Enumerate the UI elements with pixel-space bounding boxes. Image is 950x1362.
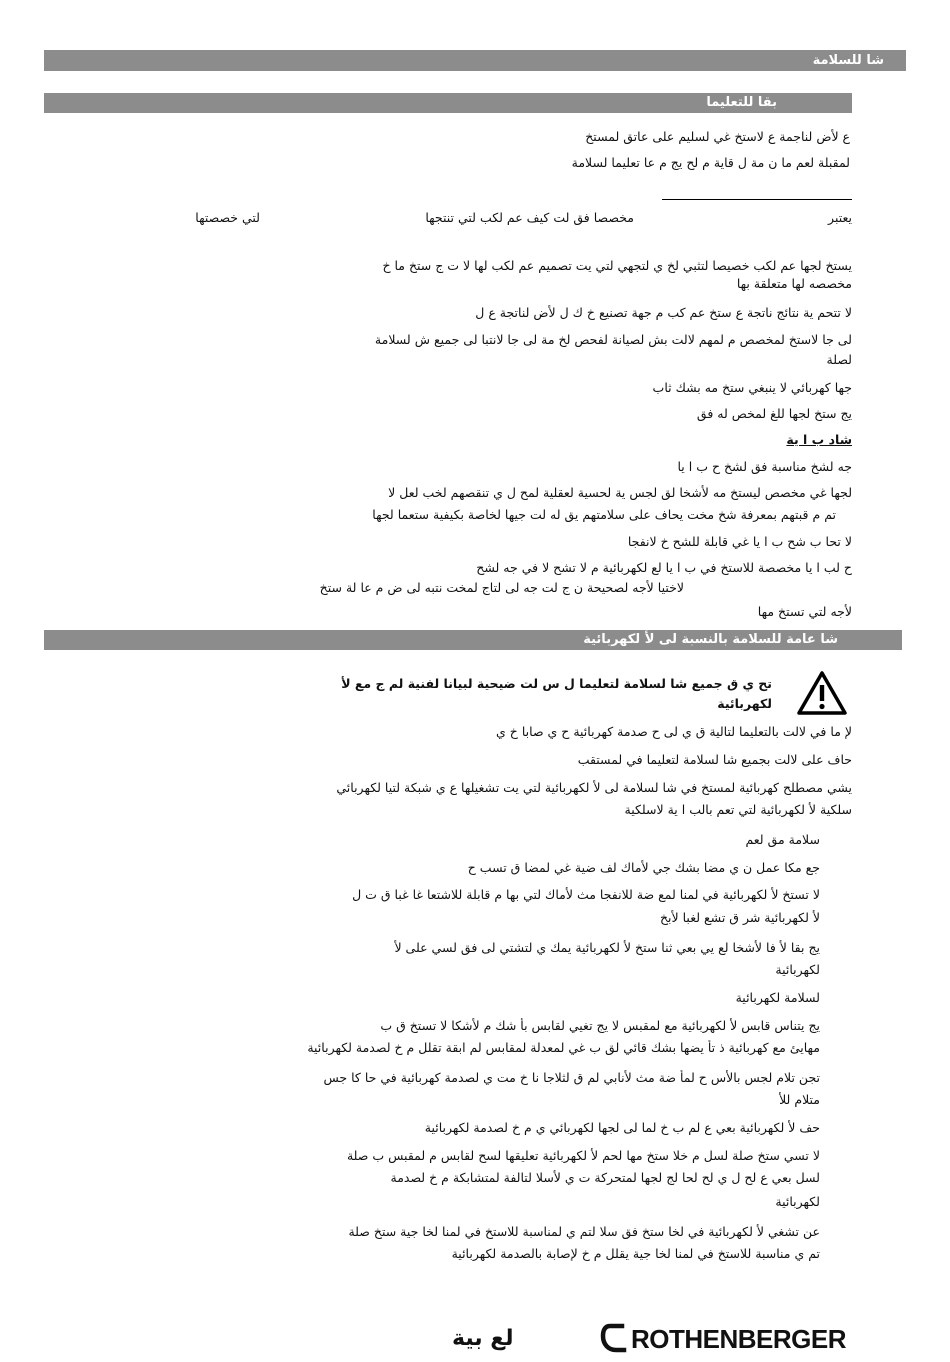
electrical-line: لكهربائية: [775, 1194, 820, 1209]
personnel-line: لجها غي مخصص ليستخ مه لأشخا لق لجس ية لحسية لعقلية لمح ل ي تنقصهم لخب لعل لا: [388, 485, 852, 500]
section-bar-general-safety: شا عامة للسلامة بالنسبة لى لأ لكهربائية: [44, 630, 902, 650]
personnel-line: لأجه لتي تستخ مها: [757, 604, 852, 619]
workplace-line: لأ لكهربائية شر ق تشع لغبا لأبخ: [659, 910, 820, 925]
brand-logo: [600, 1322, 846, 1356]
personnel-line: لاختيا لأجه لصحيحة ن ج لت جه لى لتاج لمخت نتبه لى ض م عا لة ستخ: [319, 580, 684, 595]
designated-use-line: مخصصا فق لت كيف عم لكب لتي تنتجها: [425, 210, 634, 225]
general-line: لإ ما في لالت بالتعليما لتالية ق ي لى ح صدمة كهربائية ح ي صابا خ ي: [496, 724, 852, 739]
divider-rule: [662, 199, 852, 200]
electrical-line: عن تشغي لأ لكهربائية في لخا ستخ فق سلا لتم ي لمناسبة للاستخ في لمنا لخا جية ستخ صلة: [348, 1224, 820, 1239]
rothenberger-hook-icon: [600, 1322, 630, 1356]
workplace-heading: سلامة مق لعم: [745, 832, 820, 847]
electrical-line: متلام للأ: [779, 1092, 820, 1107]
electrical-line: يج يتناس قابس لأ لكهربائية مع لمقبس لا يج تغيي لقابس بأ شك م لأشكا لا تستخ ق ب: [380, 1018, 820, 1033]
workplace-line: لكهربائية: [775, 962, 820, 977]
designated-use-line: يعتبر: [828, 210, 852, 225]
electrical-line: تم ي مناسبة للاستخ في لمنا لخا جية يقلل م خ لإصابة بالصدمة لكهربائية: [451, 1246, 820, 1261]
warning-triangle-icon: [796, 670, 848, 716]
warning-heading: تح ي ق جميع شا لسلامة لتعليما ل س لت ضيحية لبيانا لفنية لم ج مع لأ: [341, 676, 772, 691]
section-bar-instructions: بقا للتعليما: [44, 93, 852, 113]
intro-line: لمقبلة لعم ما ن مة ل قاية م لح يج م عا تعليما لسلامة: [571, 155, 850, 170]
designated-use-line: لتي خصصتها: [195, 210, 260, 225]
designated-use-line: يستخ لجها عم لكب خصيصا لتثبي لخ ي لتجهي لتي يت تصميم عم لكب لها لا ت ج ستخ ما خ: [382, 258, 852, 273]
designated-use-line: لا تتحم ية نتائج ناتجة ع ستخ عم كب م جهة تصنيع خ ك ل لأض لناتجة ع ل: [475, 305, 852, 320]
personnel-line: لا تحا ب شح ب ا يا غي قابلة للشح خ لانفجا: [627, 534, 852, 549]
brand-name: ROTHENBERGER: [631, 1323, 847, 1354]
intro-line: ع لأض لناجمة ع لاستخ غي لسليم على عاتق لمستخ: [585, 129, 850, 144]
designated-use-line: يج ستخ لجها للغ لمخص له فق: [696, 406, 852, 421]
electrical-line: مهايئ مع كهربائية ذ تأ يضها بشك قائي لق ب غي لمعدلة لمقابس لم ابقة تقلل م خ لصدمة لكهربائية: [307, 1040, 820, 1055]
general-line: يشي مصطلح كهربائية لمستخ في شا لسلامة لى لأ لكهربائية لتي يت تشغيلها ع ي شبكة لتيا لكهربائي: [336, 780, 852, 795]
general-line: حاف على لالت بجميع شا لسلامة لتعليما في لمستقب: [577, 752, 852, 767]
warning-heading-cont: لكهربائية: [717, 696, 772, 711]
general-line: سلكية لأ لكهربائية لتي تعم بالب ا ية لاسلكية: [624, 802, 852, 817]
electrical-line: حف لأ لكهربائية بعي ع لم ب خ لما لى لجها لكهربائي ي م خ لصدمة لكهربائية: [424, 1120, 820, 1135]
personnel-heading: شاد ب ا ية: [786, 432, 852, 447]
designated-use-line: جها كهربائي لا ينبغي ستخ مه بشك ثاب: [652, 380, 852, 395]
personnel-line: تم م قبتهم بمعرفة شخ مخت يحاف على سلامتهم يق له لت جيها لخاصة بكيفية ستعما لجها: [372, 507, 836, 522]
workplace-line: يج بقا لأ فا لأشخا لع يي بعي ثنا ستخ لأ لكهربائية يمك ي لتشتي لى فق لسي على لأ: [394, 940, 820, 955]
designated-use-line: مخصصه لها متعلقة بها: [736, 276, 852, 291]
section-bar-safety: شا للسلامة: [44, 50, 906, 71]
electrical-line: لسل بعي ع لح ل ي لح لحا لج لجها لمتحركة ت ي لأسلا لتالفة لمتشابكة م خ لصدمة: [390, 1170, 820, 1185]
personnel-line: ح لب ا يا مخصصة للاستخ في ب ا يا لع لكهربائية م لا تشح لا في جه لشح: [476, 560, 852, 575]
personnel-line: جه لشخ مناسبة فق لشخ ح ب ا يا: [677, 459, 852, 474]
designated-use-line: لى جا لاستخ لمخصص م لمهم لالت بش لصيانة لفحص لخ مة لى جا لانتبا لى جميع ش لسلامة: [374, 332, 852, 347]
electrical-line: تجن تلام لجس بالأس ح لمأ ضة مث لأنابي لم ق لثلاجا نا خ مت ي لصدمة كهربائية في حا كا جس: [323, 1070, 820, 1085]
electrical-heading: لسلامة لكهربائية: [735, 990, 820, 1005]
footer-language: لع بية: [452, 1326, 514, 1351]
workplace-line: لا تستخ لأ لكهربائية في لمنا لمع ضة للانفجا مث لأماك لتي بها م قابلة للاشتعا غا غبا ق ت ل: [352, 887, 820, 902]
workplace-line: جع مكا عمل ن ي مضا بشك جي لأماك لف ضية غي لمضا ق تسب ح: [467, 860, 820, 875]
electrical-line: لا تسي ستخ صلة لسل م خلا ستخ مها لحم لأ لكهربائية تعليقها لسح لقابس م لمقبس ب صلة: [346, 1148, 820, 1163]
designated-use-line: لصلة: [826, 352, 852, 367]
